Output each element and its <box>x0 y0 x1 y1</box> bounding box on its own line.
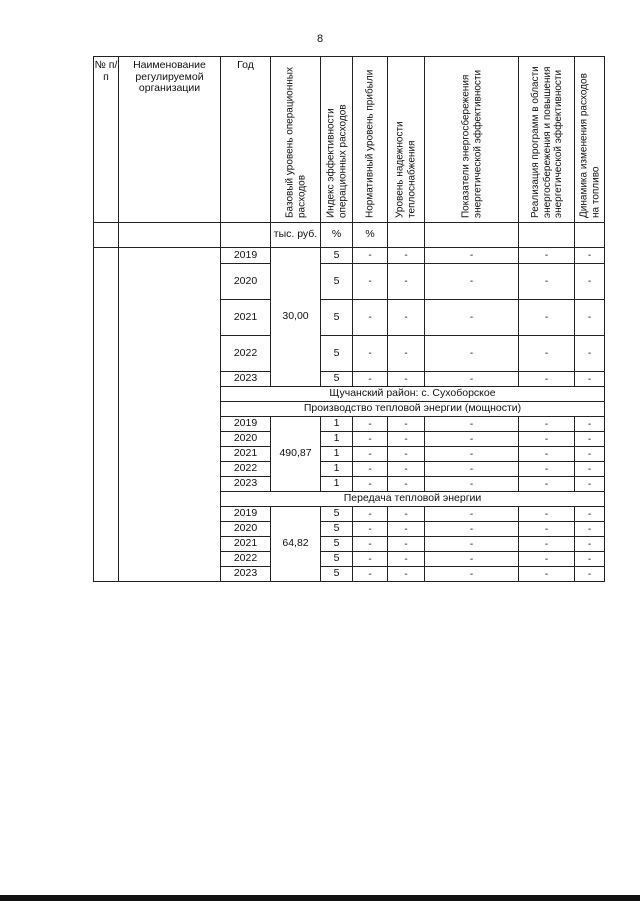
bottom-scan-edge <box>0 895 640 901</box>
header-fuel-cell <box>575 57 605 223</box>
reliability-cell: - <box>388 300 425 336</box>
index-cell: 5 <box>321 552 353 567</box>
reliability-cell: - <box>388 432 425 447</box>
index-cell: 5 <box>321 567 353 582</box>
energy-cell: - <box>425 552 519 567</box>
regulation-table <box>93 56 605 582</box>
energy-cell: - <box>425 462 519 477</box>
profit-cell: - <box>353 417 388 432</box>
profit-cell: - <box>353 300 388 336</box>
units-programs <box>519 223 575 248</box>
index-cell: 5 <box>321 248 353 264</box>
reliability-cell: - <box>388 248 425 264</box>
energy-cell: - <box>425 507 519 522</box>
header-row <box>94 57 605 223</box>
page-number: 8 <box>316 33 324 45</box>
fuel-cell: - <box>575 417 605 432</box>
index-cell: 5 <box>321 537 353 552</box>
year-cell: 2023 <box>221 477 271 492</box>
fuel-cell: - <box>575 537 605 552</box>
reliability-cell: - <box>388 417 425 432</box>
index-cell: 1 <box>321 447 353 462</box>
year-cell: 2020 <box>221 522 271 537</box>
row-number-cell <box>94 248 119 582</box>
index-cell: 1 <box>321 432 353 447</box>
index-cell: 1 <box>321 477 353 492</box>
profit-cell: - <box>353 462 388 477</box>
fuel-cell: - <box>575 507 605 522</box>
header-num: № п/п <box>94 57 119 223</box>
programs-cell: - <box>519 264 575 300</box>
organization-cell <box>119 248 221 582</box>
programs-cell: - <box>519 336 575 372</box>
fuel-cell: - <box>575 432 605 447</box>
index-cell: 5 <box>321 372 353 387</box>
profit-cell: - <box>353 372 388 387</box>
year-cell: 2020 <box>221 264 271 300</box>
header-index: Индекс эффективности операционных расходов <box>325 103 348 218</box>
reliability-cell: - <box>388 477 425 492</box>
profit-cell: - <box>353 336 388 372</box>
base-value-cell: 64,82 <box>271 507 321 582</box>
fuel-cell: - <box>575 552 605 567</box>
units-profit: % <box>353 223 388 248</box>
index-cell: 1 <box>321 462 353 477</box>
year-cell: 2023 <box>221 372 271 387</box>
energy-cell: - <box>425 248 519 264</box>
fuel-cell: - <box>575 300 605 336</box>
programs-cell: - <box>519 300 575 336</box>
profit-cell: - <box>353 447 388 462</box>
profit-cell: - <box>353 552 388 567</box>
header-profit-cell <box>353 57 388 223</box>
programs-cell: - <box>519 417 575 432</box>
profit-cell: - <box>353 264 388 300</box>
energy-cell: - <box>425 300 519 336</box>
units-fuel <box>575 223 605 248</box>
reliability-cell: - <box>388 462 425 477</box>
units-base: тыс. руб. <box>271 223 321 248</box>
profit-cell: - <box>353 507 388 522</box>
base-value-cell: 30,00 <box>271 248 321 387</box>
programs-cell: - <box>519 552 575 567</box>
energy-cell: - <box>425 477 519 492</box>
fuel-cell: - <box>575 447 605 462</box>
header-fuel: Динамика изменения расходов на топливо <box>578 72 601 218</box>
index-cell: 5 <box>321 522 353 537</box>
header-programs-cell <box>519 57 575 223</box>
fuel-cell: - <box>575 264 605 300</box>
programs-cell: - <box>519 567 575 582</box>
year-cell: 2021 <box>221 537 271 552</box>
year-cell: 2021 <box>221 300 271 336</box>
energy-cell: - <box>425 417 519 432</box>
profit-cell: - <box>353 567 388 582</box>
energy-cell: - <box>425 537 519 552</box>
base-value-cell: 490,87 <box>271 417 321 492</box>
fuel-cell: - <box>575 462 605 477</box>
energy-cell: - <box>425 264 519 300</box>
header-index-cell <box>321 57 353 223</box>
units-num <box>94 223 119 248</box>
profit-cell: - <box>353 248 388 264</box>
programs-cell: - <box>519 248 575 264</box>
reliability-cell: - <box>388 537 425 552</box>
header-base: Базовый уровень операционных расходов <box>284 66 307 218</box>
section-title: Передача тепловой энергии <box>221 492 605 507</box>
reliability-cell: - <box>388 567 425 582</box>
units-year <box>221 223 271 248</box>
programs-cell: - <box>519 372 575 387</box>
programs-cell: - <box>519 432 575 447</box>
units-org <box>119 223 221 248</box>
energy-cell: - <box>425 567 519 582</box>
year-cell: 2022 <box>221 336 271 372</box>
index-cell: 1 <box>321 417 353 432</box>
energy-cell: - <box>425 522 519 537</box>
year-cell: 2019 <box>221 248 271 264</box>
year-cell: 2022 <box>221 552 271 567</box>
section-title: Производство тепловой энергии (мощности) <box>221 402 605 417</box>
energy-cell: - <box>425 372 519 387</box>
header-reliability-cell <box>388 57 425 223</box>
units-energy <box>425 223 519 248</box>
reliability-cell: - <box>388 336 425 372</box>
reliability-cell: - <box>388 264 425 300</box>
year-cell: 2022 <box>221 462 271 477</box>
programs-cell: - <box>519 522 575 537</box>
header-year: Год <box>221 57 271 223</box>
fuel-cell: - <box>575 477 605 492</box>
section-title: Щучанский район: с. Сухоборское <box>221 387 605 402</box>
profit-cell: - <box>353 537 388 552</box>
reliability-cell: - <box>388 372 425 387</box>
year-cell: 2019 <box>221 417 271 432</box>
energy-cell: - <box>425 447 519 462</box>
table-row <box>94 248 605 264</box>
programs-cell: - <box>519 537 575 552</box>
year-cell: 2021 <box>221 447 271 462</box>
programs-cell: - <box>519 447 575 462</box>
units-row <box>94 223 605 248</box>
profit-cell: - <box>353 432 388 447</box>
profit-cell: - <box>353 522 388 537</box>
programs-cell: - <box>519 477 575 492</box>
index-cell: 5 <box>321 300 353 336</box>
year-cell: 2020 <box>221 432 271 447</box>
fuel-cell: - <box>575 248 605 264</box>
reliability-cell: - <box>388 447 425 462</box>
header-energy-cell <box>425 57 519 223</box>
energy-cell: - <box>425 336 519 372</box>
index-cell: 5 <box>321 336 353 372</box>
units-index: % <box>321 223 353 248</box>
programs-cell: - <box>519 507 575 522</box>
header-profit: Нормативный уровень прибыли <box>364 69 376 218</box>
programs-cell: - <box>519 462 575 477</box>
header-org: Наименование регулируемой организации <box>119 57 221 223</box>
header-programs: Реализация программ в области энергосбережения и повышения энергетической эффективности <box>529 65 564 218</box>
year-cell: 2023 <box>221 567 271 582</box>
units-reliability <box>388 223 425 248</box>
index-cell: 5 <box>321 507 353 522</box>
header-energy: Показатели энергосбережения энергетической эффективности <box>460 69 483 218</box>
fuel-cell: - <box>575 336 605 372</box>
profit-cell: - <box>353 477 388 492</box>
energy-cell: - <box>425 432 519 447</box>
header-base-cell <box>271 57 321 223</box>
fuel-cell: - <box>575 522 605 537</box>
reliability-cell: - <box>388 522 425 537</box>
header-reliability: Уровень надежности теплоснабжения <box>394 120 417 218</box>
fuel-cell: - <box>575 567 605 582</box>
index-cell: 5 <box>321 264 353 300</box>
reliability-cell: - <box>388 507 425 522</box>
fuel-cell: - <box>575 372 605 387</box>
reliability-cell: - <box>388 552 425 567</box>
year-cell: 2019 <box>221 507 271 522</box>
